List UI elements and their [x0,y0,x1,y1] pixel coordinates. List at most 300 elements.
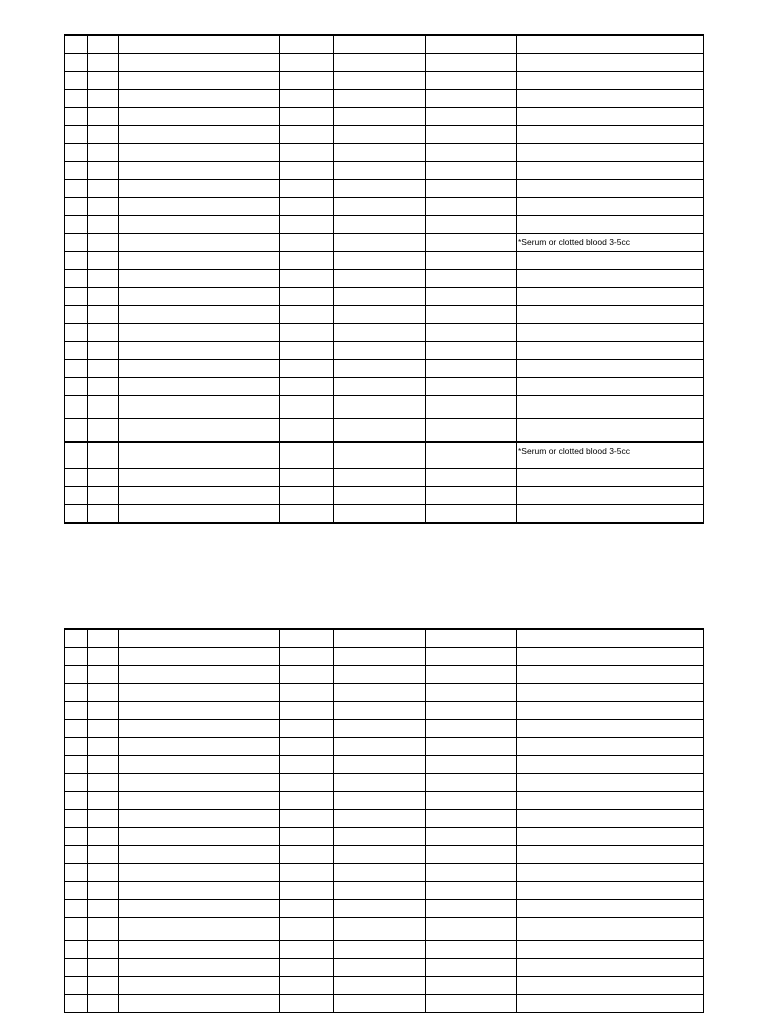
table-cell [426,90,517,108]
table-row [65,702,704,720]
table-cell [88,216,119,234]
table-cell [88,756,119,774]
table-cell [280,977,334,995]
table-cell [119,442,280,469]
table-cell [517,108,704,126]
table-cell [119,977,280,995]
table-cell [334,324,426,342]
table-cell [88,378,119,396]
table-cell [119,234,280,252]
table-row [65,144,704,162]
table-cell [280,442,334,469]
table-cell [280,216,334,234]
table-cell [119,342,280,360]
table-cell [88,918,119,941]
table-cell [119,900,280,918]
table-cell [280,720,334,738]
table-cell [426,360,517,378]
table-cell [119,666,280,684]
table-cell [280,828,334,846]
table-cell [334,738,426,756]
table-cell [88,234,119,252]
bottom-table [64,628,704,1013]
table-cell [119,648,280,666]
table-cell [517,846,704,864]
table-cell [334,684,426,702]
table-cell [517,828,704,846]
table-row [65,995,704,1013]
table-cell [88,720,119,738]
table-cell [426,810,517,828]
table-cell [65,774,88,792]
note-cell: *Serum or clotted blood 3-5cc [517,442,704,469]
table-row [65,756,704,774]
table-cell [280,666,334,684]
table-cell [280,360,334,378]
table-cell [88,324,119,342]
table-cell [119,198,280,216]
table-cell [280,108,334,126]
table-cell [426,487,517,505]
table-cell [426,977,517,995]
table-cell [88,35,119,54]
table-cell [517,487,704,505]
table-cell [65,234,88,252]
table-cell [426,882,517,900]
table-cell [280,180,334,198]
table-cell [65,505,88,524]
table-cell [65,684,88,702]
table-row [65,918,704,941]
table-row [65,882,704,900]
table-cell [65,977,88,995]
table-row [65,442,704,469]
table-cell [119,684,280,702]
table-cell [517,126,704,144]
table-cell [517,162,704,180]
table-cell [426,629,517,648]
table-cell [517,198,704,216]
table-cell [88,469,119,487]
table-cell [119,882,280,900]
table-cell [280,469,334,487]
table-cell [280,702,334,720]
table-cell [426,702,517,720]
table-cell [65,738,88,756]
table-cell [88,252,119,270]
table-row [65,959,704,977]
table-cell [280,90,334,108]
table-cell [334,360,426,378]
table-cell [88,419,119,443]
table-cell [88,90,119,108]
table-cell [88,648,119,666]
table-cell [334,505,426,524]
table-cell [88,487,119,505]
table-cell [119,419,280,443]
table-cell [426,252,517,270]
table-cell [334,810,426,828]
table-cell [280,35,334,54]
table-cell [517,918,704,941]
table-cell [517,505,704,524]
table-cell [517,54,704,72]
table-cell [517,378,704,396]
table-cell [65,941,88,959]
table-row [65,666,704,684]
table-cell [280,234,334,252]
table-cell [426,288,517,306]
table-row [65,288,704,306]
table-cell [334,792,426,810]
table-cell [517,756,704,774]
table-row [65,198,704,216]
table-row [65,648,704,666]
table-cell [334,180,426,198]
table-cell [426,995,517,1013]
table-cell [65,108,88,126]
table-cell [280,792,334,810]
table-cell [517,324,704,342]
table-cell [334,419,426,443]
table-cell [88,828,119,846]
table-row [65,684,704,702]
table-cell [517,629,704,648]
table-cell [517,360,704,378]
table-cell [88,864,119,882]
table-cell [334,72,426,90]
table-cell [517,216,704,234]
table-cell [119,306,280,324]
table-row [65,360,704,378]
table-cell [426,54,517,72]
table-cell [65,324,88,342]
table-cell [88,54,119,72]
table-cell [88,342,119,360]
table-cell [426,396,517,419]
table-cell [65,216,88,234]
table-cell [88,941,119,959]
table-row [65,846,704,864]
table-cell [280,756,334,774]
table-cell [426,342,517,360]
table-cell [119,35,280,54]
table-cell [517,995,704,1013]
table-cell [517,342,704,360]
table-row [65,629,704,648]
table-cell [334,828,426,846]
table-cell [65,198,88,216]
table-cell [426,684,517,702]
table-row [65,396,704,419]
table-cell [334,756,426,774]
table-cell [517,977,704,995]
table-cell [426,720,517,738]
table-cell [426,774,517,792]
table-cell [517,648,704,666]
table-cell [334,487,426,505]
table-cell [334,342,426,360]
table-cell [517,180,704,198]
table-cell [334,35,426,54]
table-cell [119,828,280,846]
table-cell [65,442,88,469]
table-cell [517,864,704,882]
table-cell [65,846,88,864]
table-cell [88,108,119,126]
table-cell [119,396,280,419]
table-row [65,72,704,90]
table-row [65,469,704,487]
table-cell [119,738,280,756]
table-cell [119,288,280,306]
table-cell [517,684,704,702]
table-cell [65,882,88,900]
table-cell [65,828,88,846]
table-cell [119,846,280,864]
table-row [65,505,704,524]
table-cell [280,629,334,648]
table-cell [280,162,334,180]
table-cell [517,959,704,977]
table-cell [334,774,426,792]
table-cell [280,126,334,144]
table-cell [280,306,334,324]
table-cell [280,72,334,90]
table-row [65,774,704,792]
table-row [65,108,704,126]
table-row [65,342,704,360]
table-cell [280,684,334,702]
table-cell [280,419,334,443]
table-cell [426,180,517,198]
table-cell [517,270,704,288]
table-cell [88,738,119,756]
table-cell [517,306,704,324]
table-cell [119,108,280,126]
table-cell [517,72,704,90]
table-cell [517,720,704,738]
table-cell [88,198,119,216]
table-cell [517,900,704,918]
table-row [65,900,704,918]
table-cell [334,995,426,1013]
table-row [65,216,704,234]
table-row [65,487,704,505]
table-cell [119,864,280,882]
table-cell [517,90,704,108]
table-row [65,54,704,72]
table-cell [426,756,517,774]
table-cell [426,505,517,524]
table-cell [280,270,334,288]
table-cell [426,738,517,756]
table-cell [65,792,88,810]
table-cell [88,288,119,306]
table-cell [426,306,517,324]
table-cell [65,666,88,684]
table-row [65,864,704,882]
table-cell [426,35,517,54]
table-cell [334,216,426,234]
table-cell [65,35,88,54]
table-cell [280,864,334,882]
table-cell [517,666,704,684]
table-cell [334,941,426,959]
table-cell [280,342,334,360]
table-row [65,720,704,738]
table-cell [119,180,280,198]
table-cell [65,270,88,288]
table-row [65,306,704,324]
table-cell [517,882,704,900]
table-cell [517,469,704,487]
table-cell [119,792,280,810]
table-cell [517,252,704,270]
table-cell [280,774,334,792]
table-cell [426,378,517,396]
table-cell [334,900,426,918]
table-cell [280,144,334,162]
table-cell [119,90,280,108]
table-cell [65,90,88,108]
table-cell [88,505,119,524]
table-cell [280,252,334,270]
table-cell [119,252,280,270]
table-cell [426,216,517,234]
table-cell [65,360,88,378]
table-row [65,977,704,995]
table-row [65,324,704,342]
table-cell [65,306,88,324]
table-cell [88,442,119,469]
table-cell [426,666,517,684]
table-cell [119,629,280,648]
table-cell [517,144,704,162]
table-cell [426,198,517,216]
table-cell [426,162,517,180]
table-cell [517,941,704,959]
table-cell [65,469,88,487]
table-cell [65,54,88,72]
table-cell [280,810,334,828]
table-cell [426,648,517,666]
table-cell [119,144,280,162]
table-cell [426,792,517,810]
table-cell [517,810,704,828]
table-cell [426,144,517,162]
table-cell [334,977,426,995]
table-cell [119,360,280,378]
table-cell [65,810,88,828]
table-cell [119,941,280,959]
table-cell [334,702,426,720]
table-cell [88,977,119,995]
table-cell [280,738,334,756]
table-cell [65,72,88,90]
table-row [65,378,704,396]
table-cell [334,864,426,882]
table-row [65,828,704,846]
table-cell [280,882,334,900]
table-cell [280,941,334,959]
table-cell [65,487,88,505]
table-cell [280,918,334,941]
table-cell [119,756,280,774]
table-cell [88,306,119,324]
table-cell [119,720,280,738]
top-table [64,34,704,524]
table-cell [517,419,704,443]
table-row [65,35,704,54]
table-cell [119,324,280,342]
table-cell [334,144,426,162]
table-cell [65,959,88,977]
table-cell [88,900,119,918]
table-cell [119,810,280,828]
table-cell [88,396,119,419]
table-cell [65,900,88,918]
table-cell [426,72,517,90]
table-cell [334,288,426,306]
table-cell [334,270,426,288]
table-cell [88,882,119,900]
table-cell [65,629,88,648]
table-cell [119,54,280,72]
table-cell [280,959,334,977]
table-cell [119,469,280,487]
table-row [65,90,704,108]
table-cell [426,324,517,342]
table-cell [88,702,119,720]
table-cell [280,198,334,216]
table-cell [280,54,334,72]
table-cell [426,126,517,144]
table-cell [119,487,280,505]
table-cell [426,864,517,882]
table-cell [517,738,704,756]
table-cell [88,162,119,180]
table-cell [426,900,517,918]
table-cell [119,162,280,180]
table-cell [334,666,426,684]
table-cell [119,270,280,288]
table-cell [119,126,280,144]
table-cell [334,378,426,396]
table-cell [280,324,334,342]
table-cell [334,234,426,252]
table-cell [65,180,88,198]
table-cell [65,864,88,882]
table-cell [280,995,334,1013]
table-cell [517,774,704,792]
table-row [65,792,704,810]
table-cell [426,918,517,941]
table-cell [65,756,88,774]
table-cell [334,648,426,666]
table-cell [88,360,119,378]
table-cell [65,144,88,162]
table-cell [426,419,517,443]
table-cell [334,252,426,270]
table-cell [334,720,426,738]
table-cell [334,882,426,900]
table-cell [334,959,426,977]
table-cell [65,648,88,666]
table-cell [426,828,517,846]
table-cell [88,684,119,702]
table-cell [334,396,426,419]
